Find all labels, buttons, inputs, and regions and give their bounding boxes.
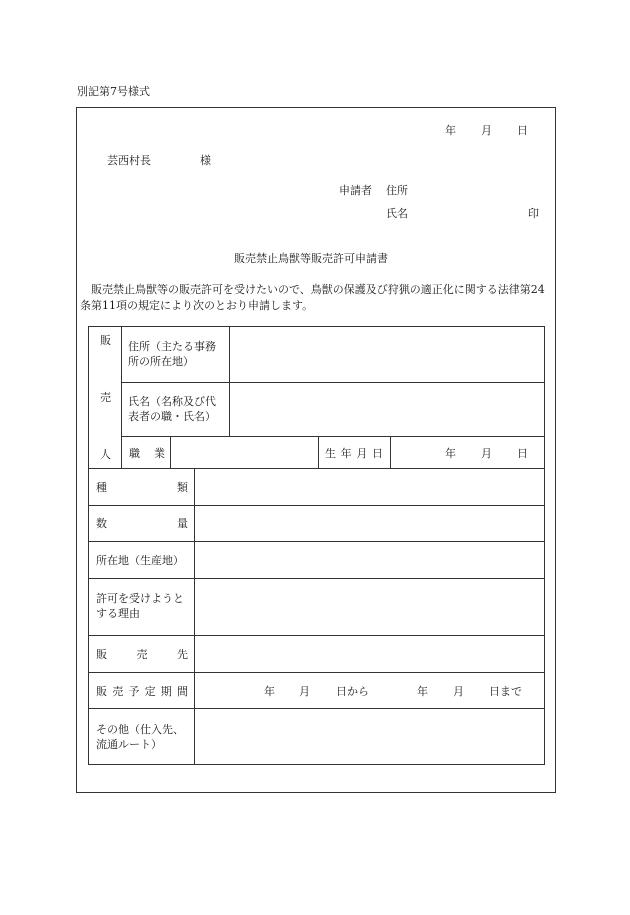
destination-char-1: 販 [96, 648, 107, 661]
seller-char-3: 人 [100, 448, 111, 461]
birth-year: 年 [445, 447, 456, 460]
period-from-year: 年 [264, 685, 275, 698]
period-to-year: 年 [417, 685, 428, 698]
applicant-label: 申請者 [339, 184, 372, 197]
reason-label: 許可を受けようとする理由 [96, 592, 184, 620]
birthdate-char-3: 月 [356, 447, 368, 460]
destination-label [96, 647, 188, 662]
addressee-name: 芸西村長 [107, 154, 151, 167]
seller-char-1: 販 [100, 334, 111, 347]
period-from-day: 日から [336, 685, 369, 698]
destination-char-2: 売 [136, 648, 148, 661]
birthdate-char-2: 年 [340, 447, 352, 460]
applicant-seal: 印 [528, 207, 539, 220]
period-label [96, 684, 188, 699]
period-to-day: 日まで [489, 685, 522, 698]
period-from-month: 月 [299, 685, 310, 698]
seller-name-label: 氏名（名称及び代表者の職・氏名） [128, 395, 216, 423]
applicant-name-label: 氏名 [386, 207, 408, 220]
period-char-6: 間 [176, 685, 188, 698]
occupation-label [129, 446, 165, 461]
birthdate-char-4: 日 [371, 447, 383, 460]
occupation-char-1: 職 [129, 447, 140, 460]
form-title: 販売禁止鳥獣等販売許可申請書 [234, 252, 388, 265]
location-label: 所在地（生産地） [96, 554, 184, 567]
date-month: 月 [481, 124, 492, 137]
other-label: その他（仕入先、流通ルート） [96, 723, 184, 751]
addressee-honorific: 様 [200, 154, 211, 167]
period-char-2: 売 [112, 685, 124, 698]
seller-address-label: 住所（主たる事務所の所在地） [128, 340, 216, 368]
type-label [96, 480, 188, 495]
quantity-char-1: 数 [96, 517, 107, 530]
occupation-char-2: 業 [154, 447, 165, 460]
seller-char-2: 売 [100, 391, 111, 404]
birth-month: 月 [481, 447, 492, 460]
form-number: 別記第7号様式 [77, 85, 150, 98]
period-char-5: 期 [160, 685, 172, 698]
period-char-3: 予 [128, 685, 140, 698]
destination-char-3: 先 [177, 648, 188, 661]
period-char-4: 定 [144, 685, 156, 698]
period-char-1: 販 [96, 685, 107, 698]
birth-day: 日 [517, 447, 528, 460]
date-year: 年 [445, 124, 456, 137]
application-statement-text: 販売禁止鳥獣等の販売許可を受けたいので、鳥獣の保護及び狩猟の適正化に関する法律第24条第11項の規定により次のとおり申請します。 [80, 283, 545, 312]
quantity-char-2: 量 [177, 517, 188, 530]
applicant-address-label: 住所 [386, 184, 408, 197]
type-char-2: 類 [177, 481, 188, 494]
birthdate-char-1: 生 [325, 447, 336, 460]
date-day: 日 [517, 124, 528, 137]
period-to-month: 月 [453, 685, 464, 698]
quantity-label [96, 516, 188, 531]
birthdate-label [325, 446, 383, 461]
type-char-1: 種 [96, 481, 107, 494]
